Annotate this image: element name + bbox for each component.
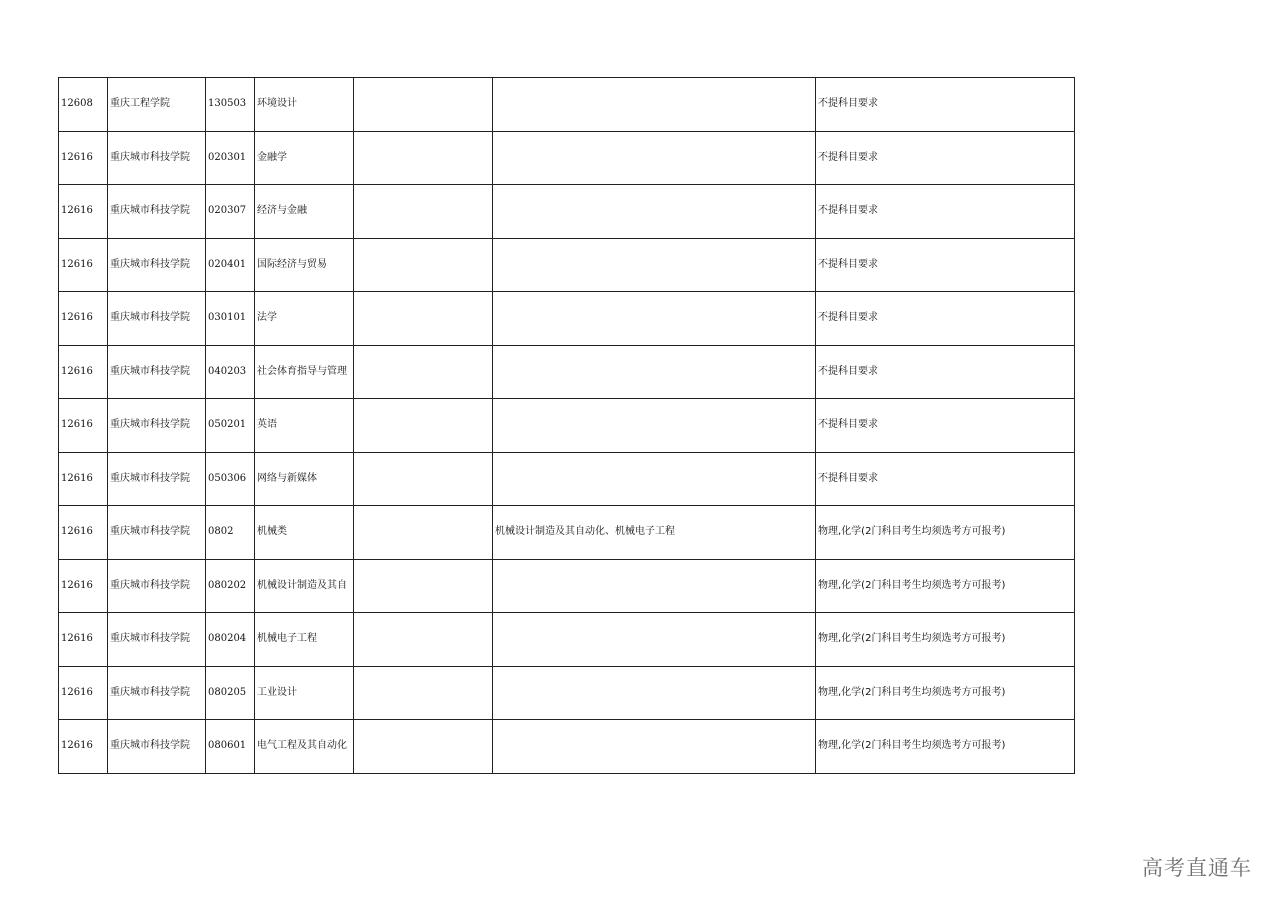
major-code-cell: 050201	[206, 399, 255, 453]
major-code-cell: 080204	[206, 613, 255, 667]
school-code-cell: 12616	[59, 292, 108, 346]
school-code-cell: 12616	[59, 506, 108, 560]
included-majors-cell	[493, 559, 816, 613]
major-code-cell: 040203	[206, 345, 255, 399]
table-row	[59, 613, 1075, 667]
subject-requirement-cell: 物理,化学(2门科目考生均须选考方可报考)	[816, 666, 1075, 720]
major-code-cell: 080601	[206, 720, 255, 774]
subject-requirement-cell: 物理,化学(2门科目考生均须选考方可报考)	[816, 613, 1075, 667]
major-code-cell: 080202	[206, 559, 255, 613]
school-name-cell: 重庆城市科技学院	[108, 185, 206, 239]
major-name-cell: 机械类	[255, 506, 354, 560]
school-code-cell: 12616	[59, 345, 108, 399]
empty-cell	[354, 559, 493, 613]
major-code-cell: 020401	[206, 238, 255, 292]
major-name-cell: 工业设计	[255, 666, 354, 720]
major-name-cell: 电气工程及其自动化	[255, 720, 354, 774]
subject-requirement-cell: 物理,化学(2门科目考生均须选考方可报考)	[816, 559, 1075, 613]
empty-cell	[354, 666, 493, 720]
subject-requirement-cell: 不提科目要求	[816, 78, 1075, 132]
table-row	[59, 452, 1075, 506]
subject-requirement-cell: 物理,化学(2门科目考生均须选考方可报考)	[816, 506, 1075, 560]
empty-cell	[354, 613, 493, 667]
included-majors-cell	[493, 78, 816, 132]
empty-cell	[354, 185, 493, 239]
school-name-cell: 重庆城市科技学院	[108, 613, 206, 667]
table-row	[59, 666, 1075, 720]
included-majors-cell	[493, 292, 816, 346]
included-majors-cell	[493, 238, 816, 292]
included-majors-cell	[493, 613, 816, 667]
empty-cell	[354, 720, 493, 774]
major-code-cell: 020307	[206, 185, 255, 239]
major-name-cell: 国际经济与贸易	[255, 238, 354, 292]
empty-cell	[354, 506, 493, 560]
major-name-cell: 英语	[255, 399, 354, 453]
subject-requirement-cell: 不提科目要求	[816, 399, 1075, 453]
table-row	[59, 78, 1075, 132]
table-row	[59, 399, 1075, 453]
subject-requirement-cell: 不提科目要求	[816, 185, 1075, 239]
school-code-cell: 12616	[59, 185, 108, 239]
school-name-cell: 重庆城市科技学院	[108, 345, 206, 399]
included-majors-cell	[493, 399, 816, 453]
major-code-cell: 0802	[206, 506, 255, 560]
table-row	[59, 345, 1075, 399]
school-name-cell: 重庆工程学院	[108, 78, 206, 132]
school-code-cell: 12616	[59, 720, 108, 774]
school-name-cell: 重庆城市科技学院	[108, 666, 206, 720]
school-code-cell: 12608	[59, 78, 108, 132]
major-code-cell: 030101	[206, 292, 255, 346]
major-name-cell: 环境设计	[255, 78, 354, 132]
empty-cell	[354, 399, 493, 453]
empty-cell	[354, 452, 493, 506]
subject-requirement-cell: 不提科目要求	[816, 292, 1075, 346]
subject-requirement-cell: 不提科目要求	[816, 345, 1075, 399]
school-code-cell: 12616	[59, 666, 108, 720]
included-majors-cell	[493, 666, 816, 720]
school-name-cell: 重庆城市科技学院	[108, 452, 206, 506]
major-name-cell: 网络与新媒体	[255, 452, 354, 506]
major-name-cell: 经济与金融	[255, 185, 354, 239]
school-code-cell: 12616	[59, 131, 108, 185]
school-name-cell: 重庆城市科技学院	[108, 506, 206, 560]
table-row	[59, 185, 1075, 239]
major-requirements-table	[58, 77, 1075, 774]
major-name-cell: 法学	[255, 292, 354, 346]
school-code-cell: 12616	[59, 238, 108, 292]
included-majors-cell	[493, 345, 816, 399]
empty-cell	[354, 78, 493, 132]
table-row	[59, 559, 1075, 613]
school-name-cell: 重庆城市科技学院	[108, 131, 206, 185]
school-code-cell: 12616	[59, 613, 108, 667]
included-majors-cell	[493, 720, 816, 774]
school-code-cell: 12616	[59, 399, 108, 453]
table-row	[59, 238, 1075, 292]
included-majors-cell	[493, 185, 816, 239]
school-name-cell: 重庆城市科技学院	[108, 559, 206, 613]
major-code-cell: 050306	[206, 452, 255, 506]
empty-cell	[354, 131, 493, 185]
school-name-cell: 重庆城市科技学院	[108, 292, 206, 346]
table-row	[59, 131, 1075, 185]
subject-requirement-cell: 不提科目要求	[816, 131, 1075, 185]
major-name-cell: 社会体育指导与管理	[255, 345, 354, 399]
major-code-cell: 020301	[206, 131, 255, 185]
included-majors-cell	[493, 131, 816, 185]
table-row	[59, 506, 1075, 560]
empty-cell	[354, 292, 493, 346]
subject-requirement-cell: 物理,化学(2门科目考生均须选考方可报考)	[816, 720, 1075, 774]
table-body	[59, 78, 1075, 774]
major-name-cell: 机械电子工程	[255, 613, 354, 667]
major-code-cell: 080205	[206, 666, 255, 720]
included-majors-cell	[493, 452, 816, 506]
empty-cell	[354, 238, 493, 292]
school-name-cell: 重庆城市科技学院	[108, 399, 206, 453]
empty-cell	[354, 345, 493, 399]
table-row	[59, 292, 1075, 346]
major-code-cell: 130503	[206, 78, 255, 132]
subject-requirement-cell: 不提科目要求	[816, 452, 1075, 506]
subject-requirement-cell: 不提科目要求	[816, 238, 1075, 292]
school-code-cell: 12616	[59, 559, 108, 613]
included-majors-cell: 机械设计制造及其自动化、机械电子工程	[493, 506, 816, 560]
school-code-cell: 12616	[59, 452, 108, 506]
major-name-cell: 机械设计制造及其自	[255, 559, 354, 613]
major-name-cell: 金融学	[255, 131, 354, 185]
school-name-cell: 重庆城市科技学院	[108, 238, 206, 292]
watermark-text: 高考直通车	[1142, 856, 1252, 880]
school-name-cell: 重庆城市科技学院	[108, 720, 206, 774]
table-row	[59, 720, 1075, 774]
